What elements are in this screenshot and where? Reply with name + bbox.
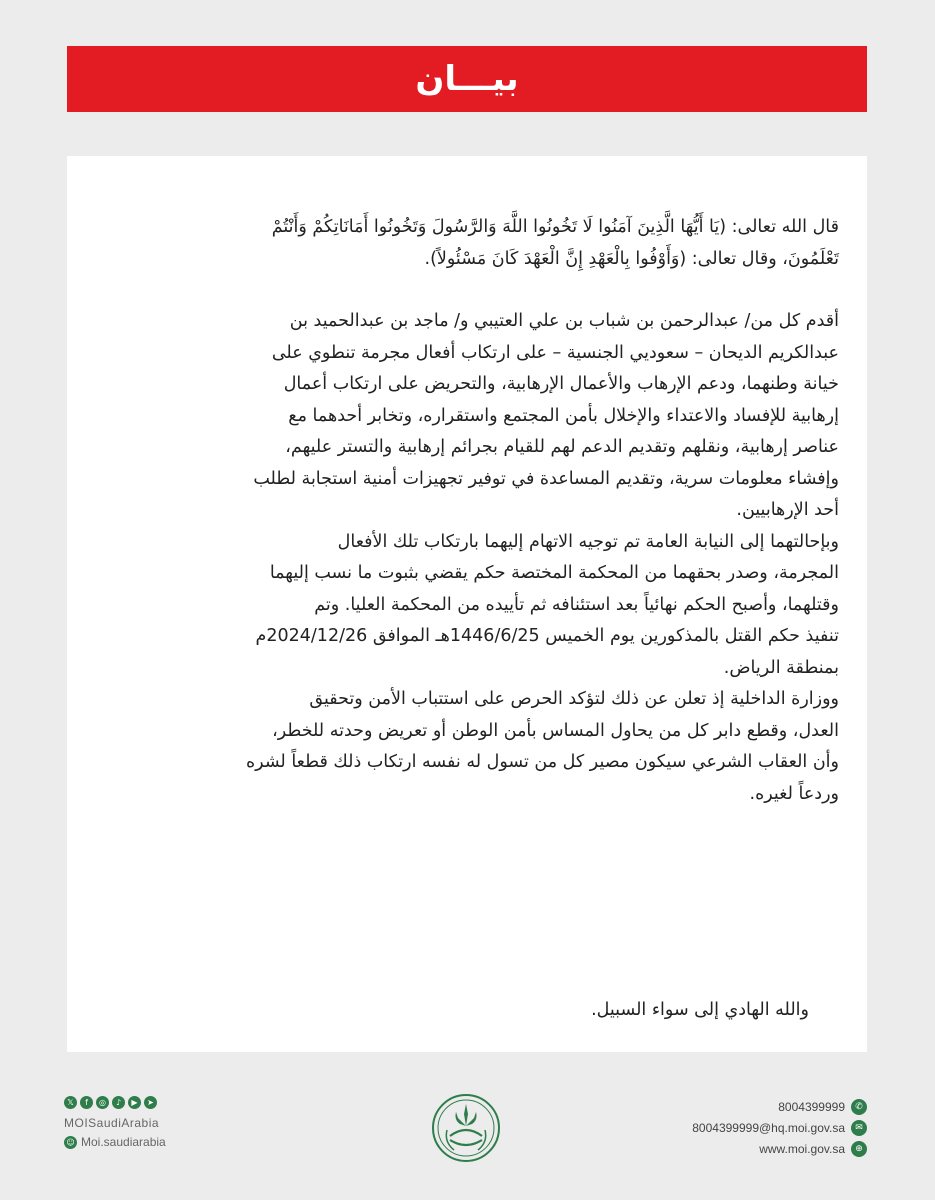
- text-line: بمنطقة الرياض.: [723, 657, 839, 678]
- ministry-emblem-logo: [430, 1092, 502, 1164]
- text-line: عبدالكريم الديحان – سعوديي الجنسية – على ارتكاب أفعال مجرمة تنطوي على: [271, 342, 839, 363]
- phone-number: 8004399999: [778, 1099, 845, 1114]
- page-title: بيـــان: [415, 59, 519, 99]
- email-row[interactable]: [692, 1117, 867, 1138]
- snapchat-row[interactable]: [64, 1135, 166, 1149]
- snapchat-handle: Moi.saudiarabia: [81, 1135, 166, 1149]
- text-line: خيانة وطنهما، ودعم الإرهاب والأعمال الإرهابية، والتحريض على ارتكاب أعمال: [283, 374, 839, 394]
- phone-icon: ✆: [851, 1099, 867, 1115]
- snapchat-icon: ☺: [64, 1136, 77, 1149]
- phone-row[interactable]: [692, 1096, 867, 1117]
- statement-card: [67, 156, 867, 1052]
- statement-body: [99, 212, 839, 810]
- social-links: [64, 1096, 166, 1149]
- website-url: www.moi.gov.sa: [759, 1141, 845, 1156]
- verse-line: قال الله تعالى: (يَا أَيُّهَا الَّذِينَ آمَنُوا لَا تَخُونُوا اللَّهَ وَالرَّسُولَ وَتَخُونُوا أَمَانَاتِكُمْ وَأَنْتُمْ: [271, 217, 839, 237]
- contact-info: [692, 1096, 867, 1159]
- text-line: العدل، وقطع دابر كل من يحاول المساس بأمن الوطن أو تعريض وحدته للخطر،: [272, 720, 839, 741]
- globe-icon: ⊕: [851, 1141, 867, 1157]
- closing-line: والله الهادي إلى سواء السبيل.: [591, 1000, 809, 1020]
- email-address: 8004399999@hq.moi.gov.sa: [692, 1120, 845, 1135]
- x-icon[interactable]: 𝕏: [64, 1096, 77, 1109]
- quran-verse: [99, 212, 839, 275]
- text-line: وأن العقاب الشرعي سيكون مصير كل من تسول له نفسه ارتكاب ذلك قطعاً لشره: [246, 752, 839, 772]
- text-line: وإفشاء معلومات سرية، وتقديم المساعدة في توفير تجهيزات أمنية استجابة لطلب: [253, 468, 839, 489]
- paragraph-charges: [99, 306, 839, 527]
- instagram-icon[interactable]: ◎: [96, 1096, 109, 1109]
- text-line: وبإحالتهما إلى النيابة العامة تم توجيه الاتهام إليهما بارتكاب تلك الأفعال: [337, 531, 839, 552]
- text-line: إرهابية للإفساد والاعتداء والإخلال بأمن المجتمع واستقراره، وتخابر أحدهما مع: [288, 405, 839, 426]
- mail-icon: ✉: [851, 1120, 867, 1136]
- tiktok-icon[interactable]: ♪: [112, 1096, 125, 1109]
- social-icons-row: [64, 1096, 166, 1109]
- youtube-icon[interactable]: ▶: [128, 1096, 141, 1109]
- telegram-icon[interactable]: ➤: [144, 1096, 157, 1109]
- social-handle[interactable]: MOISaudiArabia: [64, 1116, 160, 1130]
- paragraph-verdict: [99, 527, 839, 685]
- facebook-icon[interactable]: f: [80, 1096, 93, 1109]
- text-line: تنفيذ حكم القتل بالمذكورين يوم الخميس 1446/6/25هـ الموافق 2024/12/26م: [255, 626, 839, 646]
- text-line: ووزارة الداخلية إذ تعلن عن ذلك لتؤكد الحرص على استتباب الأمن وتحقيق: [309, 689, 839, 709]
- text-line: وردعاً لغيره.: [749, 783, 839, 804]
- text-line: المجرمة، وصدر بحقهما من المحكمة المختصة حكم يقضي بثبوت ما نسب إليهما: [269, 563, 839, 583]
- verse-line: تَعْلَمُونَ، وقال تعالى: (وَأَوْفُوا بِالْعَهْدِ إِنَّ الْعَهْدَ كَانَ مَسْئُولاً).: [424, 248, 839, 269]
- text-line: أحد الإرهابيين.: [736, 500, 839, 520]
- text-line: وقتلهما، وأصبح الحكم نهائياً بعد استئنافه ثم تأييده من المحكمة العليا. وتم: [314, 594, 839, 615]
- text-line: أقدم كل من/ عبدالرحمن بن شباب بن علي العتيبي و/ ماجد بن عبدالحميد بن: [289, 311, 839, 331]
- text-line: عناصر إرهابية، ونقلهم وتقديم الدعم لهم للقيام بجرائم إرهابية والتستر عليهم،: [285, 437, 839, 457]
- website-row[interactable]: [692, 1138, 867, 1159]
- paragraph-ministry: [99, 684, 839, 810]
- title-banner: [67, 46, 867, 112]
